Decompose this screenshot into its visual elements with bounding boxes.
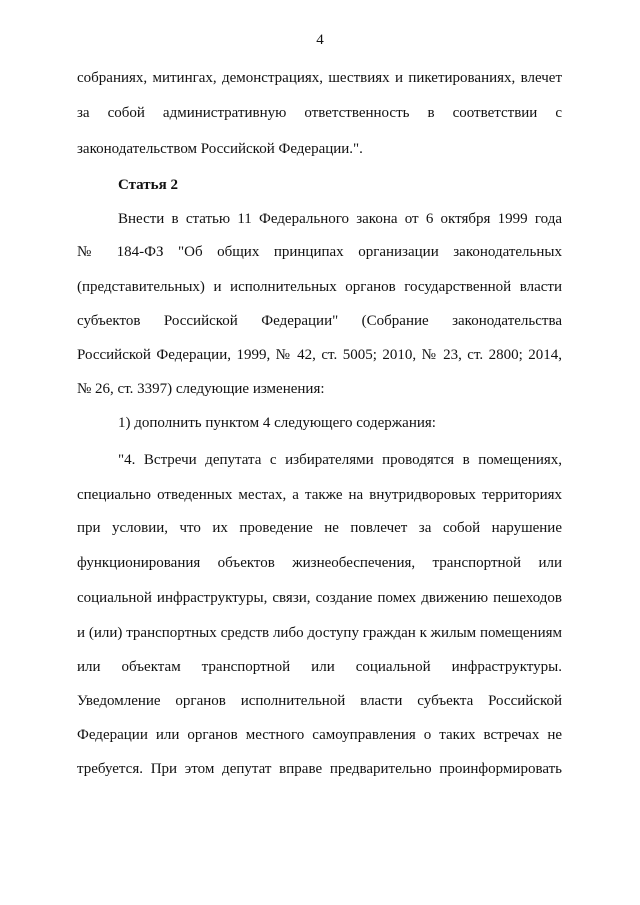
text-line-20: Федерации или органов местного самоуправления о таких встречах не <box>77 727 562 743</box>
text-line-7: (представительных) и исполнительных органов государственной власти <box>77 279 562 295</box>
text-line-9: Российской Федерации, 1999, № 42, ст. 5005; 2010, № 23, ст. 2800; 2014, <box>77 347 562 363</box>
text-line-12: "4. Встречи депутата с избирателями проводятся в помещениях, <box>118 452 562 468</box>
text-line-11: 1) дополнить пунктом 4 следующего содержания: <box>118 415 436 431</box>
text-line-2: за собой административную ответственность в соответствии с <box>77 105 562 121</box>
article-heading: Статья 2 <box>118 177 178 193</box>
text-line-13: специально отведенных местах, а также на внутридворовых территориях <box>77 487 562 503</box>
text-line-8: субъектов Российской Федерации" (Собрание законодательства <box>77 313 562 329</box>
text-line-6: № 184-ФЗ "Об общих принципах организации законодательных <box>77 244 562 260</box>
text-line-10: № 26, ст. 3397) следующие изменения: <box>77 381 325 397</box>
text-line-15: функционирования объектов жизнеобеспечения, транспортной или <box>77 555 562 571</box>
page-number: 4 <box>316 32 324 48</box>
text-line-3: законодательством Российской Федерации.". <box>77 141 363 157</box>
text-line-21: требуется. При этом депутат вправе предварительно проинформировать <box>77 761 562 777</box>
text-line-18: или объектам транспортной или социальной инфраструктуры. <box>77 659 562 675</box>
text-line-14: при условии, что их проведение не повлечет за собой нарушение <box>77 520 562 536</box>
text-line-19: Уведомление органов исполнительной власти субъекта Российской <box>77 693 562 709</box>
text-line-1: собраниях, митингах, демонстрациях, шествиях и пикетированиях, влечет <box>77 70 562 86</box>
text-line-16: социальной инфраструктуры, связи, создание помех движению пешеходов <box>77 590 562 606</box>
text-line-5: Внести в статью 11 Федерального закона от 6 октября 1999 года <box>118 211 562 227</box>
text-line-17: и (или) транспортных средств либо доступу граждан к жилым помещениям <box>77 625 562 641</box>
